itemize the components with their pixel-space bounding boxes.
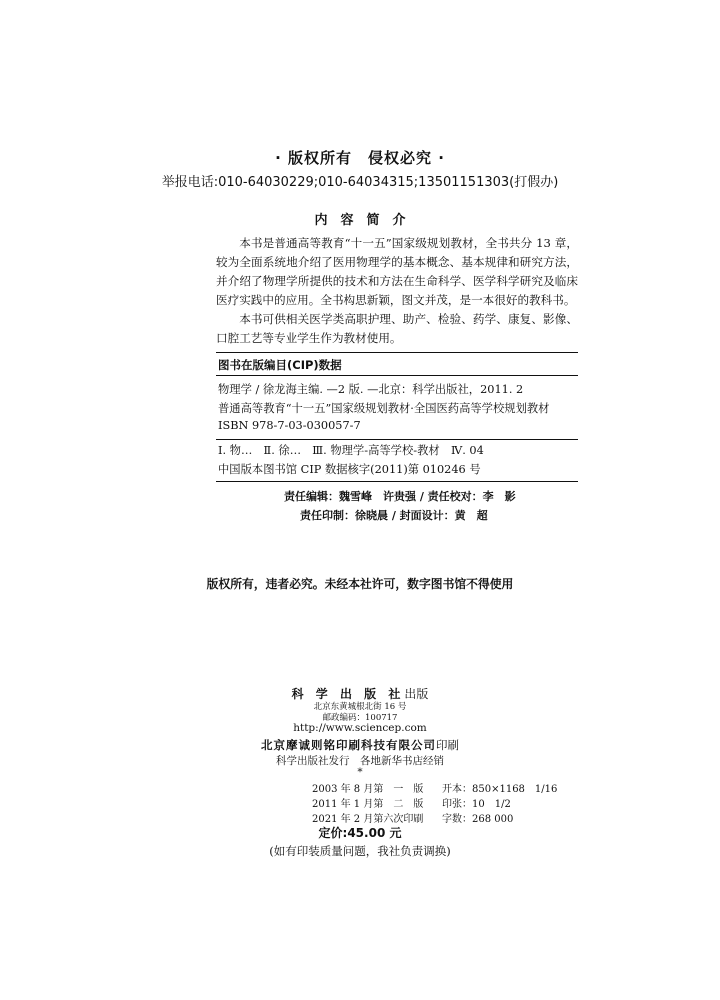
intro-paragraph: 本书是普通高等教育“十一五”国家级规划教材，全书共分 13 章，较为全面系统地介绍了医用物理学的基本概念、基本规律和研究方法，并介绍了物理学所提供的技术和方法在生命科学、医学科学研究及临床医疗实践中的应用。全书构思新颖，图文并茂，是一本很好的教科书。 xyxy=(216,236,578,307)
cip-divider xyxy=(216,439,578,440)
cip-divider xyxy=(216,375,578,376)
edition-row xyxy=(312,795,542,810)
report-phone: 举报电话:010-64030229;010-64034315;13501151303(打假办) xyxy=(161,175,559,190)
publisher-suffix: 出版 xyxy=(404,687,429,701)
cip-line: ISBN 978-7-03-030057-7 xyxy=(218,419,361,432)
quality-note: (如有印装质量问题，我社负责调换) xyxy=(269,844,451,858)
edition-spec: 印张：10 1/2 xyxy=(442,799,511,810)
intro-paragraph: 本书可供相关医学类高职护理、助产、检验、药学、康复、影像、口腔工艺等专业学生作为教材使用。 xyxy=(216,312,578,345)
edition-spec: 字数：268 000 xyxy=(442,814,514,825)
edition-row xyxy=(312,810,542,825)
cip-data-box xyxy=(216,352,578,482)
printer-suffix: 印刷 xyxy=(436,738,459,752)
publisher-postcode: 邮政编码：100717 xyxy=(322,713,398,723)
cip-line: 物理学 / 徐龙海主编. —2 版. —北京：科学出版社，2011. 2 xyxy=(218,383,524,396)
staff-production: 责任印制：徐晓晨 / 封面设计：黄 超 xyxy=(300,509,488,522)
cip-line: 中国版本图书馆 CIP 数据核字(2011)第 010246 号 xyxy=(218,463,481,476)
staff-editors: 责任编辑：魏雪峰 许贵强 / 责任校对：李 影 xyxy=(284,490,516,503)
cip-title: 图书在版编目(CIP)数据 xyxy=(218,358,342,372)
edition-date: 2021 年 2 月第六次印刷 xyxy=(312,814,424,825)
printer-line xyxy=(0,737,720,753)
publisher-website: http://www.sciencep.com xyxy=(293,722,427,734)
price: 定价:45.00 元 xyxy=(318,826,402,840)
publisher-address: 北京东黄城根北街 16 号 xyxy=(313,702,407,712)
edition-row xyxy=(312,780,558,795)
distribution-line: 科学出版社发行 各地新华书店经销 xyxy=(276,755,444,767)
separator-star: * xyxy=(357,766,363,778)
copyright-title: · 版权所有 侵权必究 · xyxy=(275,149,445,167)
cip-line: Ⅰ. 物… Ⅱ. 徐… Ⅲ. 物理学-高等学校-教材 Ⅳ. 04 xyxy=(218,444,484,457)
rights-notice: 版权所有，违者必究。未经本社许可，数字图书馆不得使用 xyxy=(206,577,514,591)
publisher-name: 科 学 出 版 社 xyxy=(291,687,405,701)
printer-name: 北京摩诚则铭印刷科技有限公司 xyxy=(261,738,436,752)
intro-body xyxy=(216,234,578,348)
cip-line: 普通高等教育“十一五”国家级规划教材·全国医药高等学校规划教材 xyxy=(218,402,550,415)
edition-spec: 开本：850×1168 1/16 xyxy=(442,784,558,795)
edition-date: 2003 年 8 月第 一 版 xyxy=(312,784,424,795)
edition-date: 2011 年 1 月第 二 版 xyxy=(312,799,424,810)
intro-title: 内 容 简 介 xyxy=(314,213,406,228)
